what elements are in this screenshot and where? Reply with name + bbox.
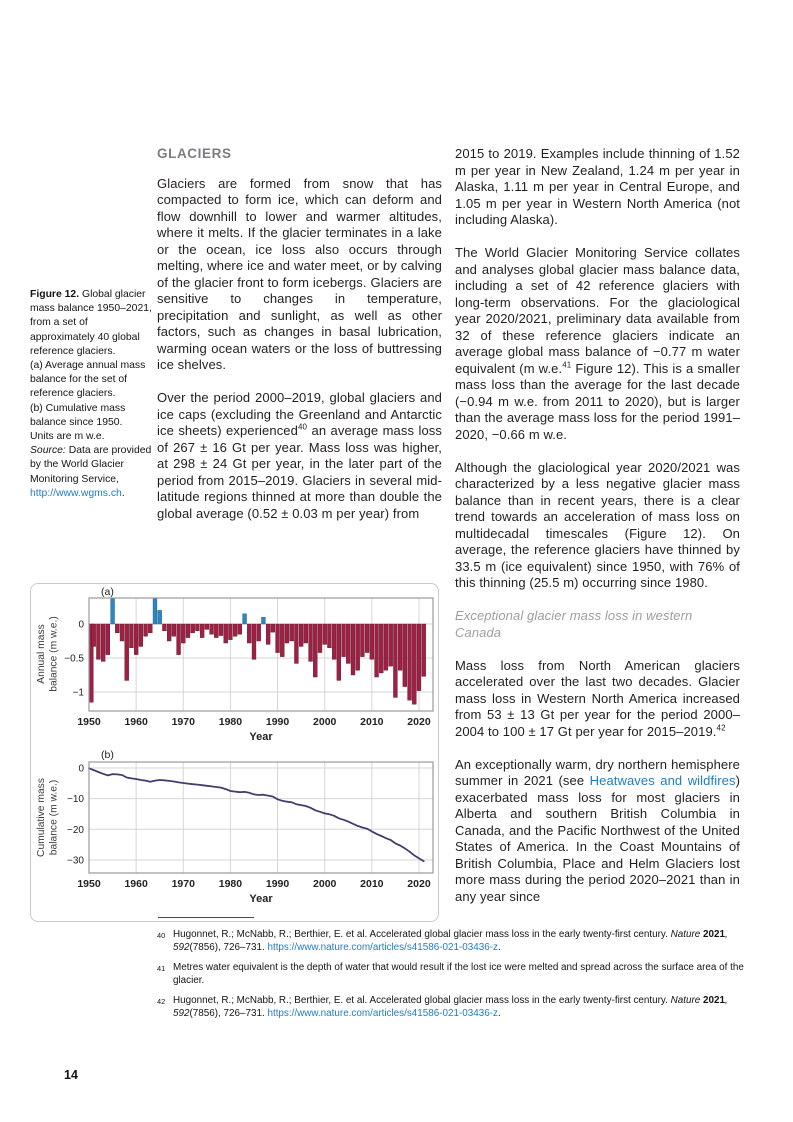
- footnote-40: [157, 928, 744, 954]
- footnote-40-text: [173, 928, 744, 954]
- col2-p4-text: Mass loss from North American glaciers accelerated over the last two decades. Glacier mass loss in Western North America increased from 53 ± 13 Gt per year for the period 2000–2004 to 100 ± 17 Gt per year for 2015–2019.: [455, 657, 740, 739]
- footnote-40-post: .: [498, 942, 501, 953]
- svg-text:Year: Year: [249, 731, 273, 742]
- col2-paragraph-1: 2015 to 2019. Examples include thinning of 1.52 m per year in New Zealand, 1.24 m per year in Alaska, 1.11 m per year in Central Europe, and 1.05 m per year in Western North America (not including Alaska).: [455, 146, 740, 227]
- footnote-42-post: .: [498, 1008, 501, 1019]
- col1-paragraph-2: [157, 390, 442, 522]
- svg-text:−20: −20: [67, 824, 84, 836]
- col1-paragraph-1: Glaciers are formed from snow that has compacted to form ice, which can deform and flow downhill to lower and warmer altitudes, where it melts. If the glacier terminates in a lake or the ocean, ice loss also occurs through melting, where ice and water meet, or by calving of the glacier front to form icebergs. Glaciers are sensitive to changes in temperature, precipitation and sunlight, as well as other factors, such as changes in basal lubrication, warming ocean waters or the loss of buttressing ice shelves.: [157, 175, 442, 372]
- svg-text:1980: 1980: [218, 716, 243, 728]
- footnote-ref-41[interactable]: 41: [562, 360, 572, 370]
- figure-12-box: [30, 583, 439, 922]
- footnote-40-journal: Nature: [670, 929, 701, 940]
- subheading-exceptional-loss: Exceptional glacier mass loss in western Canada: [455, 608, 693, 640]
- svg-text:Cumulative massbalance (m w.e.: Cumulative mass balance (m w.e.): [36, 778, 60, 857]
- svg-text:1960: 1960: [124, 716, 148, 728]
- col2-p2-text-b: Figure 12). This is a smaller mass loss than the average for the last decade (−0.94 m w.e. from 2011 to 2020), but is larger than the average mass loss for the period 1991–2020, −0.66 m w.e.: [455, 360, 740, 442]
- figure-caption-item-b: (b) Cumulative mass balance since 1950.: [30, 402, 126, 428]
- col2-paragraph-3: Although the glaciological year 2020/2021 was characterized by a less negative glacier mass balance than in recent years, there is a clear trend towards an acceleration of mass loss on multidecadal timescales (Figure 12). On average, the reference glaciers have thinned by 33.5 m (ice equivalent) since 1950, with 76% of this thinning (25.5 m) occurring since 1980.: [455, 459, 740, 590]
- footnote-40-number: 40: [157, 931, 166, 940]
- svg-text:−30: −30: [67, 855, 84, 867]
- figure-caption-source: [30, 444, 152, 501]
- col2-p5-text-b: ) exacerbated mass loss for most glaciers in Alberta and southern British Columbia in Canada, and the Pacific Northwest of the United States of America. In the Coast Mountains of British Columbia, Place and Helm Glaciers lost more mass during the period 2020–2021 than in any year since: [455, 773, 740, 904]
- footnote-42-volume: , 592: [173, 995, 728, 1019]
- nature-link-42[interactable]: https://www.nature.com/articles/s41586-021-03436-z: [267, 1008, 498, 1019]
- text-column-right: [455, 146, 740, 922]
- heatwaves-wildfires-link[interactable]: Heatwaves and wildfires: [589, 773, 736, 788]
- footnote-42-text: [173, 994, 744, 1020]
- svg-text:2020: 2020: [407, 878, 431, 890]
- figure-caption-text: Global glacier mass balance 1950–2021, from a set of approximately 40 global reference glaciers.: [30, 289, 152, 357]
- col1-p2-text-b: an average mass loss of 267 ± 16 Gt per year. Mass loss was higher, at 298 ± 24 Gt per year, in the later part of the period from 2015–2019. Glaciers in several mid-latitude regions thinned at more than double the global average (0.52 ± 0.03 m per year) from: [157, 423, 442, 521]
- footnote-40-pages: (7856), 726–731.: [189, 942, 268, 953]
- footnote-41-number: 41: [157, 964, 166, 973]
- source-label: Source:: [30, 445, 66, 457]
- svg-text:1990: 1990: [265, 716, 290, 728]
- footnote-42-citation: Hugonnet, R.; McNabb, R.; Berthier, E. et al. Accelerated global glacier mass loss in the early twenty-first century.: [173, 995, 671, 1006]
- svg-text:Year: Year: [249, 893, 273, 905]
- svg-text:0: 0: [78, 619, 84, 631]
- footnote-40-citation: Hugonnet, R.; McNabb, R.; Berthier, E. et al. Accelerated global glacier mass loss in the early twenty-first century.: [173, 929, 671, 940]
- footnote-separator: [158, 917, 254, 918]
- footnote-42-journal: Nature: [670, 995, 701, 1006]
- footnote-ref-42[interactable]: 42: [716, 723, 726, 733]
- svg-text:2010: 2010: [360, 878, 384, 890]
- svg-text:0: 0: [78, 763, 84, 775]
- footnote-40-year: 2021: [700, 929, 725, 940]
- source-text: Data are provided by the World Glacier Monitoring Service,: [30, 445, 152, 485]
- svg-text:1980: 1980: [218, 878, 243, 890]
- svg-text:2000: 2000: [313, 716, 337, 728]
- svg-text:2000: 2000: [313, 878, 337, 890]
- footnotes: [157, 917, 744, 1027]
- footnote-42: [157, 994, 744, 1020]
- footnote-40-volume: , 592: [173, 929, 728, 953]
- col2-p5-text-a: An exceptionally warm, dry northern hemisphere summer in 2021 (see: [455, 756, 740, 788]
- figure-caption-units: Units are m w.e.: [30, 431, 105, 443]
- svg-text:1990: 1990: [265, 878, 290, 890]
- col2-paragraph-2: [455, 245, 740, 443]
- nature-link-40[interactable]: https://www.nature.com/articles/s41586-021-03436-z: [267, 942, 498, 953]
- svg-text:−0.5: −0.5: [64, 653, 84, 665]
- svg-text:2020: 2020: [407, 716, 431, 728]
- svg-text:(a): (a): [101, 586, 114, 598]
- page-number: 14: [64, 1068, 78, 1082]
- chart-cumulative-mass-balance: [31, 742, 440, 923]
- svg-text:1950: 1950: [77, 878, 101, 890]
- col2-paragraph-4: [455, 658, 740, 741]
- footnote-42-pages: (7856), 726–731.: [189, 1008, 268, 1019]
- source-suffix: .: [121, 487, 125, 499]
- svg-text:1950: 1950: [77, 716, 101, 728]
- col1-p2-text-a: Over the period 2000–2019, global glaciers and ice caps (excluding the Greenland and Antarctic ice sheets) experienced: [157, 390, 442, 438]
- svg-text:2010: 2010: [360, 716, 384, 728]
- footnote-42-year: 2021: [700, 995, 725, 1006]
- svg-text:1970: 1970: [171, 716, 195, 728]
- col2-paragraph-5: [455, 757, 740, 906]
- figure-caption-item-a: (a) Average annual mass balance for the set of reference glaciers.: [30, 360, 146, 400]
- chart-annual-mass-balance: [31, 584, 440, 742]
- footnote-41-text: Metres water equivalent is the depth of water that would result if the lost ice were melted and spread across the surface area of the glacier.: [173, 962, 744, 986]
- section-heading-glaciers: GLACIERS: [157, 146, 232, 161]
- svg-text:Annual massbalance (m w.e.): Annual mass balance (m w.e.): [36, 616, 60, 692]
- svg-text:1970: 1970: [171, 878, 195, 890]
- svg-text:−10: −10: [67, 794, 84, 806]
- svg-text:−1: −1: [72, 687, 84, 699]
- footnote-42-number: 42: [157, 997, 166, 1006]
- figure-caption-main: [30, 288, 152, 359]
- svg-text:(b): (b): [101, 749, 114, 761]
- svg-text:1960: 1960: [124, 878, 148, 890]
- text-column-left: [157, 146, 442, 539]
- footnote-ref-40[interactable]: 40: [297, 422, 308, 432]
- footnote-41: [157, 961, 744, 987]
- col2-p2-text-a: The World Glacier Monitoring Service collates and analyses global glacier mass balance data, including a set of 42 reference glaciers with long-term observations. For the glaciological year 2020/2021, preliminary data available from 32 of these reference glaciers indicate an average global mass balance of −0.77 m water equivalent (m w.e.: [455, 245, 740, 376]
- figure-caption: [30, 288, 152, 501]
- wgms-link[interactable]: http://www.wgms.ch: [30, 487, 122, 499]
- figure-caption-label: Figure 12.: [30, 289, 80, 300]
